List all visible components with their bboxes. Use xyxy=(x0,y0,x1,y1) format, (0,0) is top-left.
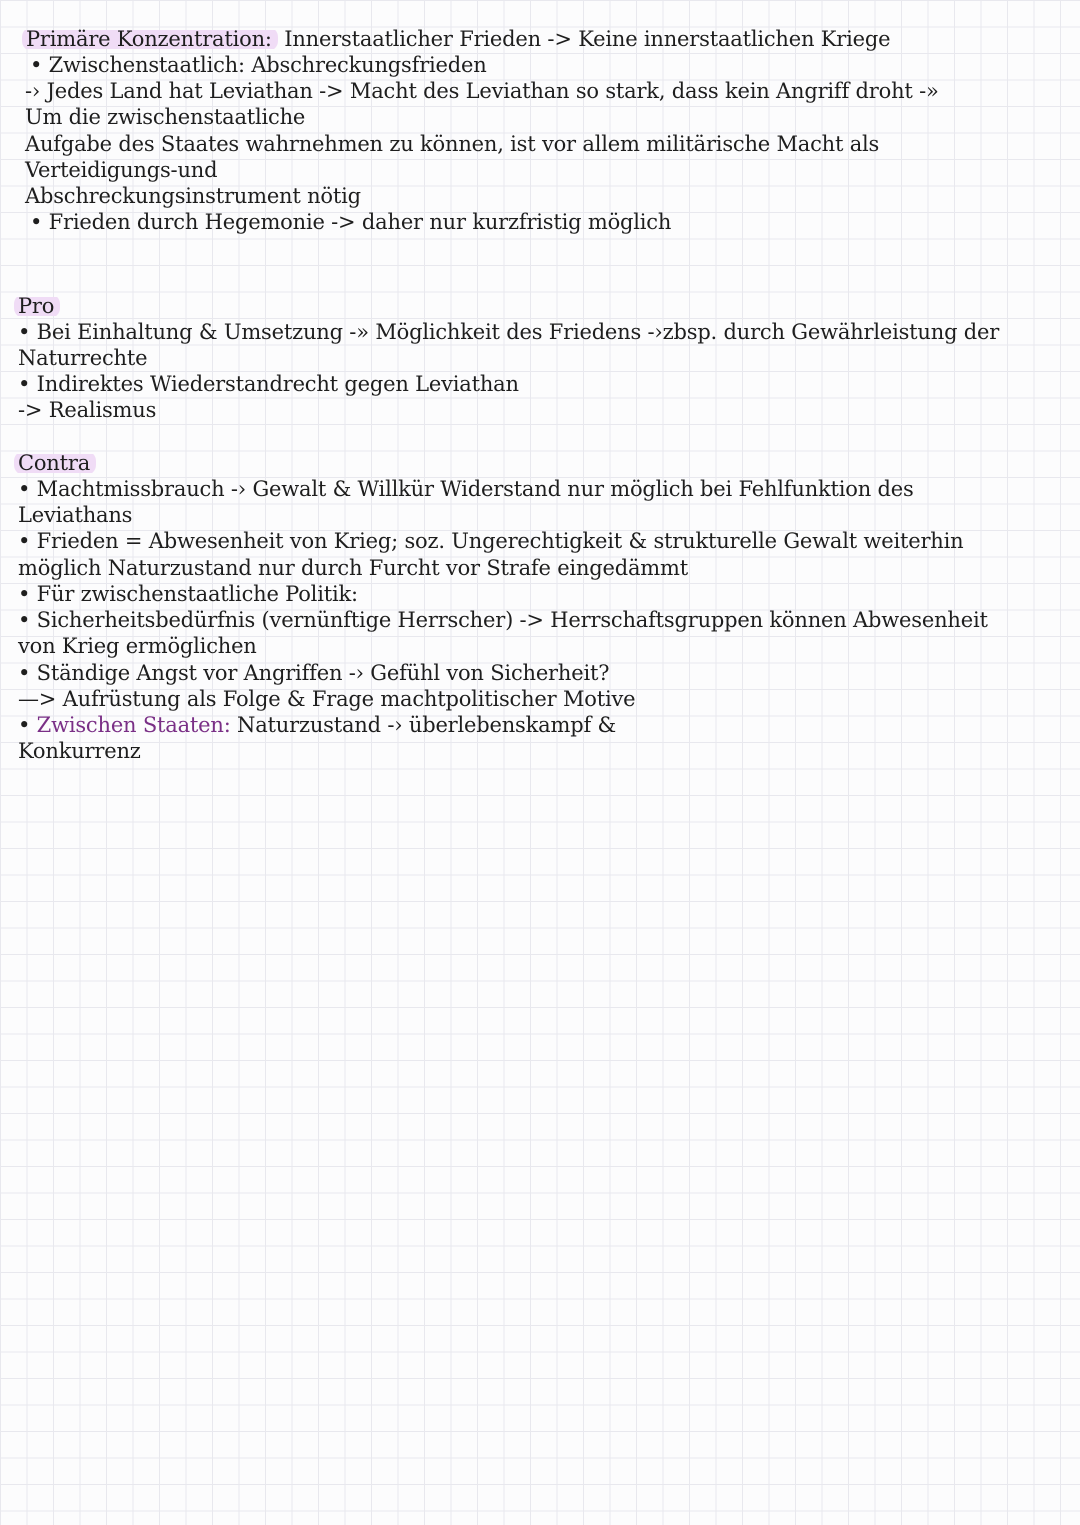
pro-heading-label: Pro xyxy=(14,294,60,318)
pro-line-3: • Indirektes Wiederstandrecht gegen Leviathan xyxy=(18,372,519,396)
pro-line-2: Naturrechte xyxy=(18,346,148,370)
intro-line-3: Um die zwischenstaatliche xyxy=(25,105,306,129)
contra-heading xyxy=(14,450,96,476)
intro-line-4: Aufgabe des Staates wahrnehmen zu können, ist vor allem militärische Macht als xyxy=(25,132,880,156)
contra-line-7: von Krieg ermöglichen xyxy=(18,634,257,658)
intro-line-7: • Frieden durch Hegemonie -> daher nur kurzfristig möglich xyxy=(30,210,672,234)
contra-line-4: möglich Naturzustand nur durch Furcht vor Strafe eingedämmt xyxy=(18,556,688,580)
pro-line-4: -> Realismus xyxy=(18,398,157,422)
contra-line-6: • Sicherheitsbedürfnis (vernünftige Herrscher) -> Herrschaftsgruppen können Abwesenheit xyxy=(18,608,988,632)
contra-line-8: • Ständige Angst vor Angriffen -› Gefühl von Sicherheit? xyxy=(18,661,610,685)
contra-line-10 xyxy=(18,712,616,738)
intro-line-6: Abschreckungsinstrument nötig xyxy=(25,184,361,208)
contra-line-3: • Frieden = Abwesenheit von Krieg; soz. Ungerechtigkeit & strukturelle Gewalt weiterhin xyxy=(18,529,964,553)
contra-bullet: • xyxy=(18,713,37,737)
intro-heading-text: Innerstaatlicher Frieden -> Keine innerstaatlichen Kriege xyxy=(277,27,891,51)
highlight-zwischen-staaten: Zwischen Staaten: xyxy=(36,713,231,737)
intro-heading-line xyxy=(22,26,890,52)
contra-line-11: Konkurrenz xyxy=(18,739,141,763)
intro-line-5: Verteidigungs-und xyxy=(25,158,218,182)
contra-heading-label: Contra xyxy=(14,451,96,475)
contra-line-1: • Machtmissbrauch -› Gewalt & Willkür Widerstand nur möglich bei Fehlfunktion des xyxy=(18,477,914,501)
pro-heading xyxy=(14,293,60,319)
contra-line-10-text: Naturzustand -› überlebenskampf & xyxy=(230,713,616,737)
highlight-primaere-konzentration: Primäre Konzentration: xyxy=(22,27,278,51)
contra-line-2: Leviathans xyxy=(18,503,133,527)
intro-line-2: -› Jedes Land hat Leviathan -> Macht des Leviathan so stark, dass kein Angriff droht -» xyxy=(25,79,939,103)
contra-line-5: • Für zwischenstaatliche Politik: xyxy=(18,582,358,606)
intro-line-1: • Zwischenstaatlich: Abschreckungsfrieden xyxy=(30,53,487,77)
pro-line-1: • Bei Einhaltung & Umsetzung -» Möglichkeit des Friedens -›zbsp. durch Gewährleistung der xyxy=(18,320,1000,344)
contra-line-9: —> Aufrüstung als Folge & Frage machtpolitischer Motive xyxy=(18,687,636,711)
